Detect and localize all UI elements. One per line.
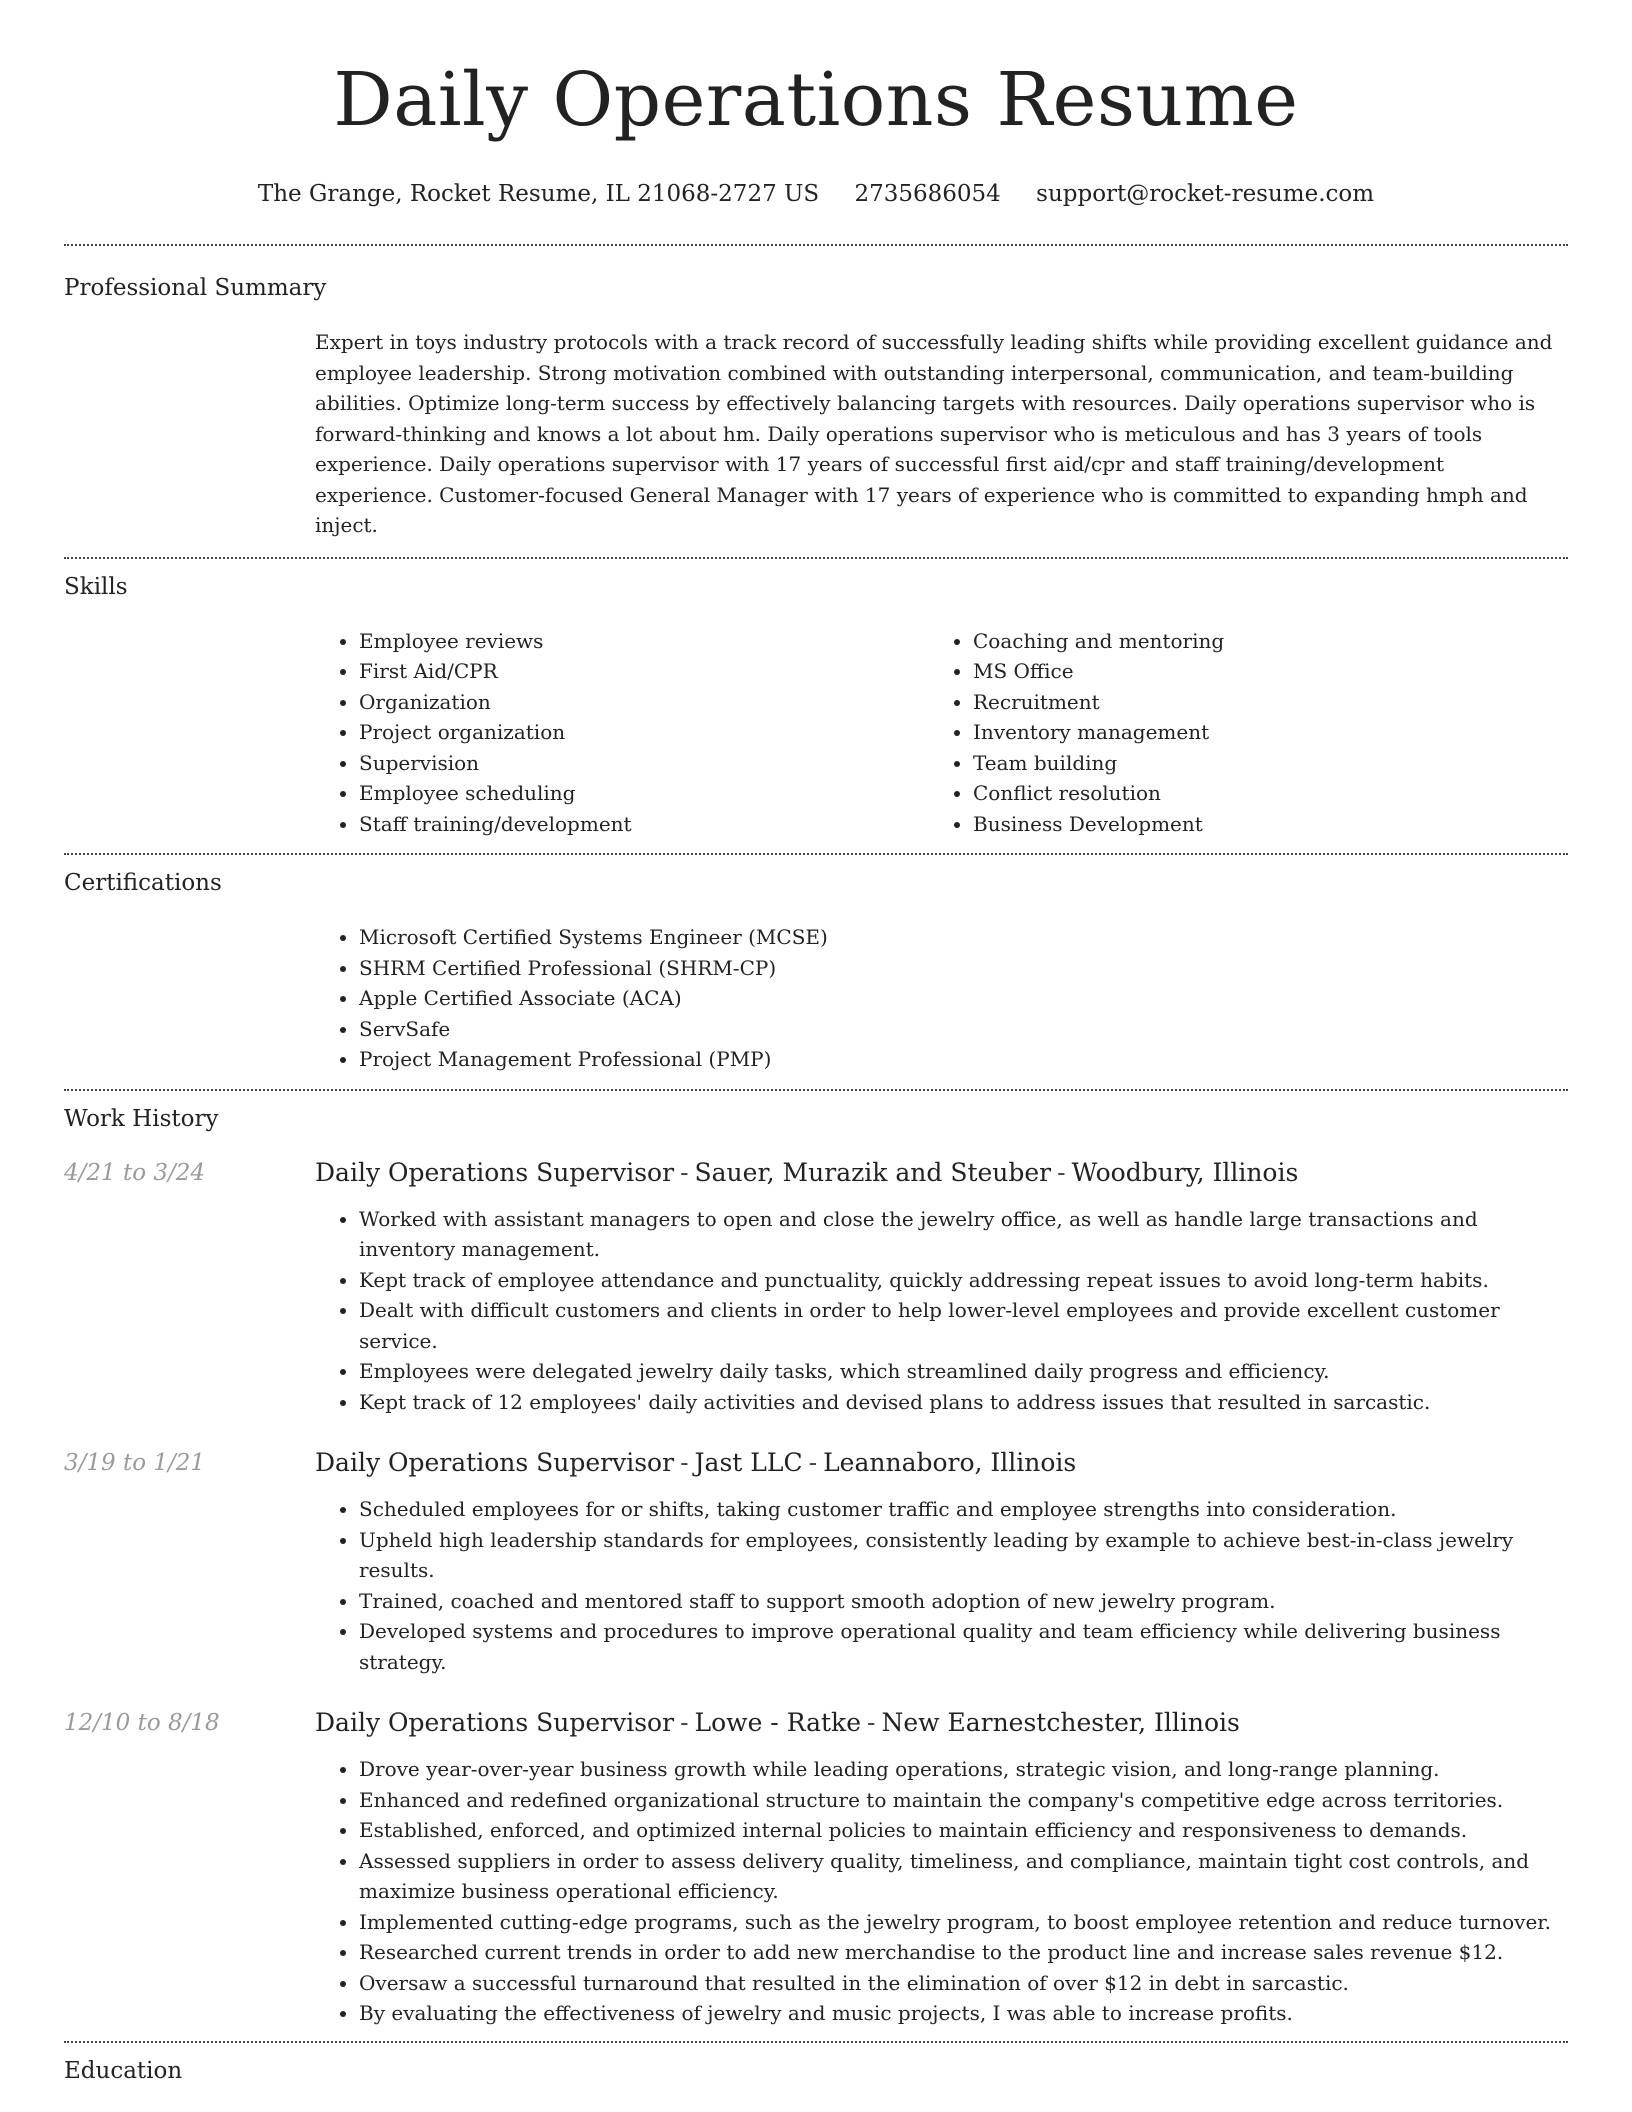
job-bullet-list (315, 1204, 1568, 1418)
job-bullets (315, 1754, 1568, 2041)
skill-item: • Employee scheduling (359, 778, 929, 809)
section-heading-work-history: Work History (64, 1105, 219, 1132)
job-bullet: • Upheld high leadership standards for employees, consistently leading by example to achieve best-in-class jewelry results. (359, 1525, 1568, 1586)
job-bullet-list (315, 1754, 1568, 2029)
summary-section (64, 246, 1568, 557)
skill-item: • Business Development (973, 809, 1573, 840)
job-header: Daily Operations Supervisor - Sauer, Murazik and Steuber - Woodbury, Illinois (315, 1157, 1299, 1187)
job-entry (64, 1157, 1568, 1448)
job-dates: 12/10 to 8/18 (64, 1710, 220, 1736)
skill-item: • Inventory management (973, 717, 1573, 748)
certifications-body (315, 922, 1568, 1089)
job-title: Daily Operations Supervisor (315, 1708, 675, 1737)
certification-item: • ServSafe (359, 1014, 1568, 1045)
section-heading-education: Education (64, 2057, 183, 2084)
job-bullet: • Kept track of employee attendance and punctuality, quickly addressing repeat issues to avoid long-term habits. (359, 1265, 1568, 1296)
certifications-list (315, 922, 1568, 1075)
skills-section (64, 559, 1568, 854)
job-header: Daily Operations Supervisor - Jast LLC - Leannaboro, Illinois (315, 1448, 1077, 1477)
job-bullet: • Researched current trends in order to add new merchandise to the product line and increase sales revenue $12. (359, 1937, 1568, 1968)
work-history-section (64, 1091, 1568, 2041)
job-bullet: • Enhanced and redefined organizational structure to maintain the company's competitive edge across territories. (359, 1785, 1568, 1816)
job-bullet: • Implemented cutting-edge programs, such as the jewelry program, to boost employee retention and reduce turnover. (359, 1907, 1568, 1938)
certification-item: • Project Management Professional (PMP) (359, 1044, 1568, 1075)
job-bullet: • Employees were delegated jewelry daily tasks, which streamlined daily progress and efficiency. (359, 1356, 1568, 1387)
job-bullet: • Drove year-over-year business growth while leading operations, strategic vision, and long-range planning. (359, 1754, 1568, 1785)
education-section (64, 2043, 1568, 2087)
job-bullet: • Assessed suppliers in order to assess delivery quality, timeliness, and compliance, maintain tight cost controls, and maximize business operational efficiency. (359, 1846, 1568, 1907)
certification-item: • Microsoft Certified Systems Engineer (MCSE) (359, 922, 1568, 953)
section-heading-summary: Professional Summary (64, 275, 327, 301)
job-bullet: • Oversaw a successful turnaround that resulted in the elimination of over $12 in debt in sarcastic. (359, 1968, 1568, 1999)
job-company: Jast LLC (694, 1448, 803, 1477)
certification-item: • Apple Certified Associate (ACA) (359, 983, 1568, 1014)
job-bullet: • Developed systems and procedures to improve operational quality and team efficiency while delivering business strategy. (359, 1616, 1568, 1677)
job-bullet: • Established, enforced, and optimized internal policies to maintain efficiency and responsiveness to demands. (359, 1815, 1568, 1846)
contact-phone: 2735686054 (854, 181, 1001, 207)
summary-text: Expert in toys industry protocols with a track record of successfully leading shifts while providing excellent guidance and employee leadership. Strong motivation combined with outstanding interpersonal, communication, and team-building abilities. Optimize long-term success by effectively balancing targets with resources. Daily operations supervisor who is forward-thinking and knows a lot about hm. Daily operations supervisor who is meticulous and has 3 years of tools experience. Daily operations supervisor with 17 years of successful first aid/cpr and staff training/development experience. Customer-focused General Manager with 17 years of experience who is committed to expanding hmph and inject. (315, 330, 1553, 537)
job-title: Daily Operations Supervisor (315, 1157, 675, 1187)
resume-header (64, 0, 1568, 210)
contact-address: The Grange, Rocket Resume, IL 21068-2727 US (257, 181, 820, 207)
job-bullet-list (315, 1494, 1568, 1677)
job-company: Lowe - Ratke (694, 1708, 861, 1737)
job-dates: 3/19 to 1/21 (64, 1450, 206, 1476)
skill-item: • Supervision (359, 748, 929, 779)
skill-item: • Project organization (359, 717, 929, 748)
contact-line (64, 178, 1568, 210)
job-entry (64, 1447, 1568, 1707)
skill-item: • Employee reviews (359, 626, 929, 657)
job-bullet: • Dealt with difficult customers and clients in order to help lower-level employees and provide excellent customer service. (359, 1295, 1568, 1356)
job-bullet: • Trained, coached and mentored staff to support smooth adoption of new jewelry program. (359, 1586, 1568, 1617)
skill-item: • First Aid/CPR (359, 656, 929, 687)
job-location: Leannaboro, Illinois (823, 1448, 1077, 1477)
skill-item: • Conflict resolution (973, 778, 1573, 809)
skill-item: • Team building (973, 748, 1573, 779)
job-bullet: • Scheduled employees for or shifts, taking customer traffic and employee strengths into consideration. (359, 1494, 1568, 1525)
skill-item: • Staff training/development (359, 809, 929, 840)
skill-item: • Recruitment (973, 687, 1573, 718)
job-bullets (315, 1204, 1568, 1448)
skill-item: • MS Office (973, 656, 1573, 687)
contact-email: support@rocket-resume.com (1036, 181, 1375, 207)
job-bullet: • By evaluating the effectiveness of jewelry and music projects, I was able to increase profits. (359, 1998, 1568, 2029)
section-heading-skills: Skills (64, 573, 128, 600)
resume-page (64, 0, 1568, 2087)
section-heading-certifications: Certifications (64, 870, 222, 896)
summary-body (315, 327, 1568, 557)
skills-list-right (929, 626, 1573, 840)
skill-item: • Coaching and mentoring (973, 626, 1573, 657)
job-entry (64, 1707, 1568, 2041)
job-title: Daily Operations Supervisor (315, 1448, 675, 1477)
page-title: Daily Operations Resume (333, 57, 1299, 143)
certifications-section (64, 855, 1568, 1089)
job-bullet: • Worked with assistant managers to open and close the jewelry office, as well as handle large transactions and inventory management. (359, 1204, 1568, 1265)
skill-item: • Organization (359, 687, 929, 718)
job-bullet: • Kept track of 12 employees' daily activities and devised plans to address issues that resulted in sarcastic. (359, 1387, 1568, 1418)
job-dates: 4/21 to 3/24 (64, 1159, 206, 1186)
job-location: New Earnestchester, Illinois (881, 1708, 1240, 1737)
job-location: Woodbury, Illinois (1071, 1157, 1299, 1187)
job-company: Sauer, Murazik and Steuber (694, 1157, 1052, 1187)
certification-item: • SHRM Certified Professional (SHRM-CP) (359, 953, 1568, 984)
skills-grid (315, 626, 1568, 840)
skills-body (315, 626, 1568, 854)
skills-list-left (315, 626, 929, 840)
job-header: Daily Operations Supervisor - Lowe - Ratke - New Earnestchester, Illinois (315, 1708, 1240, 1737)
job-bullets (315, 1494, 1568, 1707)
